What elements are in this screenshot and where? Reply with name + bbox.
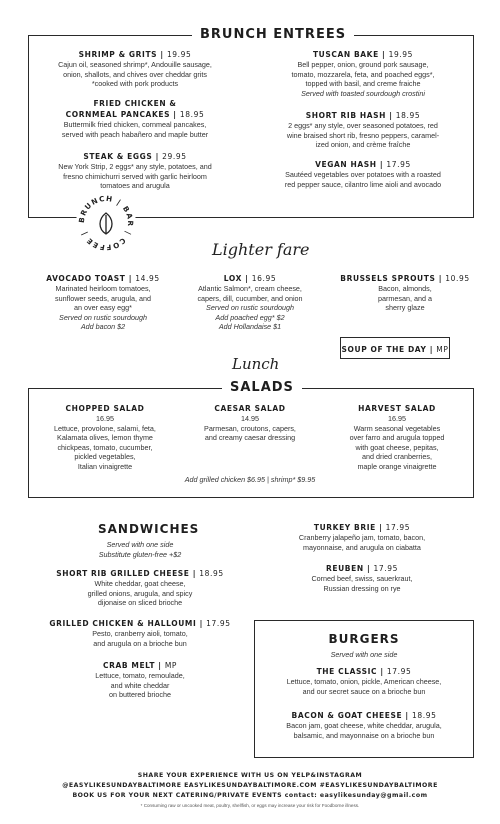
item-desc: pickled vegetables,: [74, 452, 136, 462]
item-name: CAESAR SALAD: [214, 404, 286, 413]
item-desc: dijonaise on sliced brioche: [97, 598, 183, 608]
item-desc: tomatoes and arugula: [100, 181, 170, 191]
item-price: 10.95: [445, 274, 470, 283]
item-name: BACON & GOAT CHEESE: [291, 711, 403, 720]
item-price: 19.95: [166, 50, 192, 59]
item-price: 17.95: [206, 619, 231, 628]
item-desc: Cranberry jalapeño jam, tomato, bacon,: [298, 533, 426, 542]
burgers-note: Served with one side: [330, 650, 398, 659]
item-desc: *cooked with pork products: [91, 79, 179, 89]
item-name: SHRIMP & GRITS: [78, 50, 158, 59]
item-name: LOX: [223, 274, 242, 283]
item-desc: mayonnaise, and arugula on ciabatta: [303, 542, 421, 552]
item-desc: with goat cheese, pepitas,: [355, 442, 439, 452]
menu-item-reuben: REUBEN | 17.95 Corned beef, swiss, sauerkraut, Russian dressing on rye: [262, 563, 462, 593]
item-name: FRIED CHICKEN &: [93, 99, 177, 108]
footer-share-line: SHARE YOUR EXPERIENCE WITH US ON YELP&INSTAGRAM: [137, 772, 363, 779]
item-price: 17.95: [385, 523, 411, 532]
item-price: MP: [164, 661, 178, 670]
item-name: GRILLED CHICKEN & HALLOUMI: [49, 619, 197, 628]
menu-item-steak-eggs: STEAK & EGGS | 29.95 New York Strip, 2 eggs* any style, potatoes, and fresno chimichurri served with garlic heirloom tomatoes and arugula: [35, 151, 235, 191]
item-name: STEAK & EGGS: [83, 152, 153, 161]
brand-logo: [76, 193, 136, 253]
item-desc: Lettuce, tomato, onion, pickle, American cheese,: [286, 677, 442, 686]
item-note: Served with one side: [106, 540, 174, 549]
item-note: Served on rustic sourdough: [206, 303, 294, 313]
item-desc: capers, dill, cucumber, and onion: [197, 293, 303, 303]
item-desc: Atlantic Salmon*, cream cheese,: [198, 284, 302, 293]
menu-item-short-rib-grilled-cheese: SHORT RIB GRILLED CHEESE | 18.95 White cheddar, goat cheese, grilled onions, arugula, and spicy dijonaise on sliced brioche: [40, 568, 240, 608]
item-price: 14.95: [241, 414, 259, 423]
item-price: 14.95: [135, 274, 160, 283]
item-desc: balsamic, and mayonnaise on a brioche bun: [293, 730, 435, 740]
item-desc: 2 eggs* any style, over seasoned potatoes, red: [288, 121, 438, 130]
footer-social-line: @EASYLIKESUNDAYBALTIMORE EASYLIKESUNDAYBALTIMORE.COM #EASYLIKESUNDAYBALTIMORE: [62, 782, 438, 789]
brunch-title: BRUNCH ENTREES: [192, 27, 354, 42]
item-name: VEGAN HASH: [315, 160, 377, 169]
item-desc: red pepper sauce, cilantro lime aioli and avocado: [284, 179, 442, 189]
menu-item-avocado-toast: AVOCADO TOAST | 14.95 Marinated heirloom tomatoes, sunflower seeds, arugula, and an over easy egg* Served on rustic sourdough Add bacon $2: [28, 273, 178, 332]
lighter-fare-title: Lighter fare: [212, 240, 310, 259]
soup-of-the-day-box: SOUP OF THE DAY | MP: [340, 337, 450, 359]
item-price: MP: [436, 345, 449, 354]
item-desc: Lettuce, provolone, salami, feta,: [54, 423, 156, 433]
salads-addon-note: Add grilled chicken $6.95 | shrimp* $9.95: [184, 475, 316, 484]
item-name: CORNMEAL PANCAKES: [65, 110, 171, 119]
item-price: 19.95: [388, 50, 414, 59]
item-desc: fresno chimichurri served with garlic heirloom: [63, 171, 207, 181]
item-desc: ized onion, and crème fraîche: [315, 140, 411, 150]
item-price: 18.95: [199, 569, 224, 578]
item-desc: Cajun oil, seasoned shrimp*, Andouille sausage,: [58, 60, 212, 69]
menu-item-grilled-chicken-halloumi: GRILLED CHICKEN & HALLOUMI | 17.95 Pesto, cranberry aioli, tomato, and arugula on a brioche bun: [40, 618, 240, 648]
item-desc: Corned beef, swiss, sauerkraut,: [311, 574, 413, 583]
item-price: 17.95: [386, 160, 411, 169]
item-name: AVOCADO TOAST: [46, 274, 126, 283]
item-name: BRUSSELS SPROUTS: [340, 274, 436, 283]
item-desc: sherry glaze: [385, 303, 425, 313]
item-desc: Russian dressing on rye: [323, 583, 401, 593]
item-note: Add poached egg* $2: [215, 312, 285, 322]
item-desc: Bacon, almonds,: [378, 284, 432, 293]
item-price: 16.95: [251, 274, 277, 283]
item-desc: an over easy egg*: [74, 303, 132, 313]
menu-item-turkey-brie: TURKEY BRIE | 17.95 Cranberry jalapeño jam, tomato, bacon, mayonnaise, and arugula on ciabatta: [262, 522, 462, 552]
item-desc: served with peach habañero and maple butter: [61, 129, 209, 139]
menu-item-brussels-sprouts: BRUSSELS SPROUTS | 10.95 Bacon, almonds, parmesan, and a sherry glaze: [330, 273, 480, 313]
item-note: Add bacon $2: [80, 322, 126, 332]
item-desc: Warm seasonal vegetables: [353, 423, 441, 433]
item-name: CHOPPED SALAD: [65, 404, 145, 413]
item-desc: maple orange vinaigrette: [357, 461, 437, 471]
item-price: 18.95: [395, 111, 421, 120]
logo-text: BRUNCH | BAR | COFFEE |: [76, 193, 136, 253]
item-name: TURKEY BRIE: [313, 523, 376, 532]
item-desc: Buttermilk fried chicken, cornmeal pancakes,: [63, 120, 207, 129]
item-price: 17.95: [386, 667, 412, 676]
burgers-title: BURGERS: [328, 632, 400, 646]
item-name: SOUP OF THE DAY: [341, 345, 427, 354]
item-desc: parmesan, and a: [378, 293, 432, 303]
item-note: Add Hollandaise $1: [218, 322, 282, 332]
sandwiches-notes: [60, 540, 220, 559]
menu-item-shrimp-grits: SHRIMP & GRITS | 19.95 Cajun oil, seasoned shrimp*, Andouille sausage, onion, shallots, and chives over cheddar grits *cooked with pork products: [35, 49, 235, 89]
menu-item-the-classic: THE CLASSIC | 17.95 Lettuce, tomato, onion, pickle, American cheese, and our secret sauce on a brioche bun: [258, 666, 470, 696]
item-price: 17.95: [373, 564, 398, 573]
item-note: Served on rustic sourdough: [59, 312, 147, 322]
menu-item-crab-melt: CRAB MELT | MP Lettuce, tomato, remoulade, and white cheddar on buttered brioche: [40, 660, 240, 700]
item-name: TUSCAN BAKE: [312, 50, 379, 59]
item-desc: Lettuce, tomato, remoulade,: [95, 671, 185, 680]
footer-booking-line: BOOK US FOR YOUR NEXT CATERING/PRIVATE EVENTS contact: easylikesunday@gmail.com: [72, 792, 428, 799]
menu-item-short-rib-hash: SHORT RIB HASH | 18.95 2 eggs* any style, over seasoned potatoes, red wine braised short rib, fresno peppers, caramel- ized onion, and crème fraîche: [258, 110, 468, 150]
menu-item-fried-chicken: FRIED CHICKEN & CORNMEAL PANCAKES | 18.95 Buttermilk fried chicken, cornmeal pancakes, served with peach habañero and maple butter: [35, 98, 235, 139]
footer-disclaimer: * Consuming raw or uncooked meat, poultry, shellfish, or eggs may increase your risk for Foodborne illness.: [140, 803, 360, 808]
item-desc: wine braised short rib, fresno peppers, caramel-: [286, 130, 440, 140]
item-name: SHORT RIB GRILLED CHEESE: [56, 569, 190, 578]
item-desc: grilled onions, arugula, and spicy: [87, 588, 193, 598]
item-desc: White cheddar, goat cheese,: [94, 579, 186, 588]
item-desc: and white cheddar: [110, 680, 170, 690]
lunch-title: Lunch: [232, 355, 280, 373]
item-desc: and dried cranberries,: [362, 452, 432, 462]
item-price: 29.95: [162, 152, 187, 161]
item-desc: Bell pepper, onion, ground pork sausage,: [297, 60, 429, 69]
item-price: 18.95: [179, 110, 205, 119]
item-name: REUBEN: [326, 564, 364, 573]
item-desc: Italian vinaigrette: [77, 461, 133, 471]
item-desc: and our secret sauce on a brioche bun: [302, 686, 426, 696]
salads-title: SALADS: [222, 380, 302, 395]
item-note: Served with toasted sourdough crostini: [301, 88, 425, 98]
item-name: THE CLASSIC: [316, 667, 378, 676]
item-desc: sunflower seeds, arugula, and: [55, 293, 151, 303]
menu-item-tuscan-bake: TUSCAN BAKE | 19.95 Bell pepper, onion, ground pork sausage, tomato, mozzarela, feta, and poached eggs*, topped with basil, and creme fraiche Served with toasted sourdough crostini: [258, 49, 468, 98]
menu-item-chopped-salad: [40, 403, 170, 472]
item-desc: topped with basil, and creme fraiche: [305, 79, 421, 89]
item-desc: New York Strip, 2 eggs* any style, potatoes, and: [58, 162, 212, 171]
menu-item-bacon-goat-cheese: BACON & GOAT CHEESE | 18.95 Bacon jam, goat cheese, white cheddar, arugula, balsamic, and mayonnaise on a brioche bun: [258, 710, 470, 740]
leaf-icon: [100, 213, 112, 234]
sandwiches-title: SANDWICHES: [98, 522, 200, 536]
item-note: Substitute gluten-free +$2: [98, 549, 182, 559]
menu-item-caesar-salad: [185, 403, 315, 443]
item-desc: and arugula on a brioche bun: [93, 638, 187, 648]
menu-item-lox: LOX | 16.95 Atlantic Salmon*, cream cheese, capers, dill, cucumber, and onion Served on rustic sourdough Add poached egg* $2 Add Hollandaise $1: [175, 273, 325, 332]
item-name: HARVEST SALAD: [358, 404, 436, 413]
item-desc: chickpeas, tomato, cucumber,: [57, 442, 153, 452]
brand-seal: [76, 193, 136, 253]
item-name: CRAB MELT: [102, 661, 156, 670]
item-price: 18.95: [411, 711, 437, 720]
menu-item-vegan-hash: VEGAN HASH | 17.95 Sautéed vegetables over potatoes with a roasted red pepper sauce, cilantro lime aioli and avocado: [258, 159, 468, 189]
item-desc: Marinated heirloom tomatoes,: [55, 284, 151, 293]
item-desc: onion, shallots, and chives over cheddar grits: [63, 69, 207, 79]
item-desc: over farro and arugula topped: [349, 433, 445, 443]
item-desc: Parmesan, croutons, capers,: [204, 423, 296, 433]
item-desc: Pesto, cranberry aioli, tomato,: [92, 629, 188, 638]
menu-item-harvest-salad: [327, 403, 467, 472]
item-desc: on buttered brioche: [109, 690, 171, 700]
item-desc: Kalamata olives, lemon thyme: [57, 433, 153, 443]
item-price: 16.95: [388, 414, 406, 423]
item-name: SHORT RIB HASH: [305, 111, 387, 120]
item-desc: tomato, mozzarela, feta, and poached eggs*,: [291, 69, 435, 79]
item-desc: Sautéed vegetables over potatoes with a roasted: [285, 170, 441, 179]
item-price: 16.95: [96, 414, 114, 423]
item-desc: and creamy caesar dressing: [204, 433, 296, 443]
item-desc: Bacon jam, goat cheese, white cheddar, arugula,: [286, 721, 442, 730]
